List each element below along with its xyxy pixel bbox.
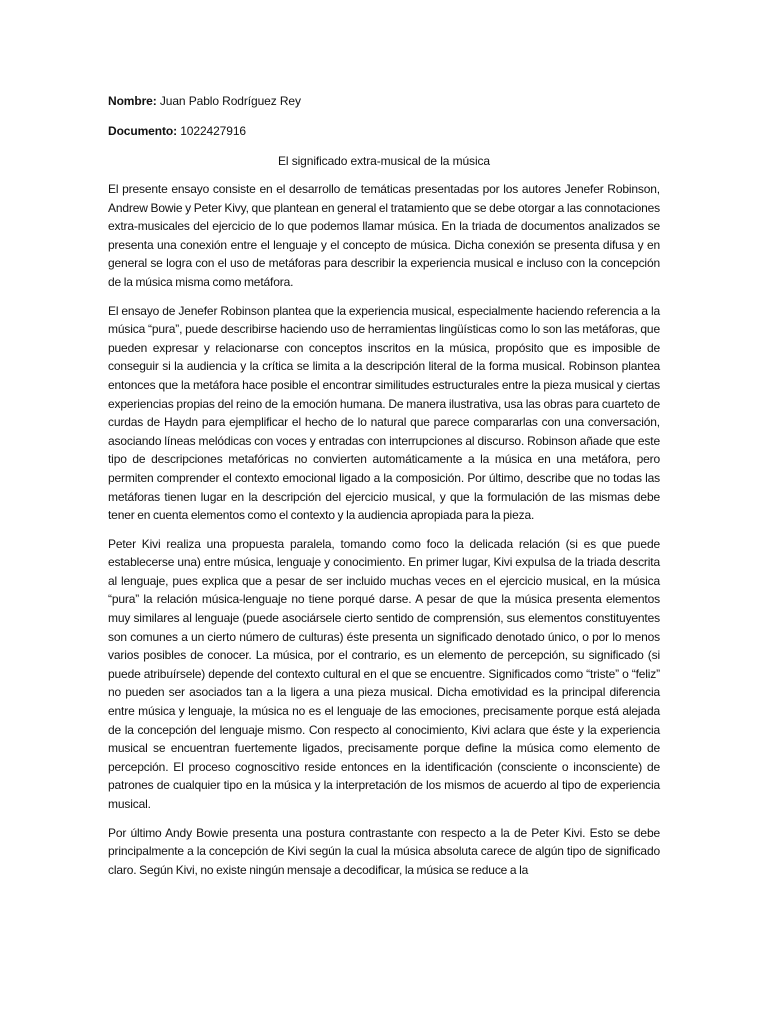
- paragraph-bowie: Por último Andy Bowie presenta una postura contrastante con respecto a la de Peter Kivi. Esto se debe principalmente a la concepción de Kivi según la cual la música absoluta carece de algún tipo de significado claro. Según Kivi, no existe ningún mensaje a decodificar, la música se reduce a la: [108, 825, 660, 877]
- paragraph-robinson: El ensayo de Jenefer Robinson plantea que la experiencia musical, especialmente haciendo referencia a la música “pura”, puede describirse haciendo uso de herramientas lingüísticas como lo son las metáforas, que pueden expresar y relacionarse con conceptos inscritos en la música, propósito que es imposible de conseguir si la audiencia y la crítica se limita a la descripción literal de la forma musical. Robinson plantea entonces que la metáfora hace posible el encontrar similitudes estructurales entre la pieza musical y ciertas experiencias propias del reino de la emoción humana. De manera ilustrativa, usa las obras para cuarteto de curdas de Haydn para ejemplificar el hecho de lo natural que parece compararlas con una conversación, asociando líneas melódicas con voces y entradas con interrupciones al discurso. Robinson añade que este tipo de descripciones metafóricas no convierten automáticamente a la música en una metáfora, pero permiten comprender el contexto emocional ligado a la composición. Por último, describe que no todas las metáforas tienen lugar en la descripción del ejercicio musical, y que la formulación de las mismas debe tener en cuenta elementos como el contexto y la audiencia apropiada para la pieza.: [108, 303, 660, 523]
- paragraph-kivi: Peter Kivi realiza una propuesta paralela, tomando como foco la delicada relación (si es que puede establecerse una) entre música, lenguaje y conocimiento. En primer lugar, Kivi expulsa de la triada descrita al lenguaje, pues explica que a pesar de ser incluido muchas veces en el ejercicio musical, en la música “pura” la relación música-lenguaje no tiene porqué darse. A pesar de que la música presenta elementos muy similares al lenguaje (puede asociársele cierto sentido de comprensión, sus elementos constituyentes son comunes a un cierto número de culturas) éste presenta un significado denotado único, o por lo menos varios posibles de conocer. La música, por el contrario, es un elemento de percepción, su significado (si puede atribuírsele) depende del contexto cultural en el que se encuentre. Significados como “triste” o “feliz” no pueden ser asociados tan a la ligera a una pieza musical. Dicha emotividad es la principal diferencia entre música y lenguaje, la música no es el lenguaje de las emociones, precisamente porque está alejada de la concepción del lenguaje mismo. Con respecto al conocimiento, Kivi aclara que éste y la experiencia musical se encuentran fuertemente ligados, precisamente porque define la música como elemento de percepción. El proceso cognoscitivo reside entonces en la identificación (consciente o inconsciente) de patrones de cualquier tipo en la música y la interpretación de los mismos de acuerdo al tipo de experiencia musical.: [108, 536, 660, 811]
- name-label: Nombre:: [108, 94, 157, 108]
- paragraph-intro: El presente ensayo consiste en el desarrollo de temáticas presentadas por los autores Jenefer Robinson, Andrew Bowie y Peter Kivy, que plantean en general el tratamiento que se debe otorgar a las connotaciones extra-musicales del ejercicio de lo que podemos llamar música. En la triada de documentos analizados se presenta una conexión entre el lenguaje y el concepto de música. Dicha conexión se presenta difusa y en general se logra con el uso de metáforas para describir la experiencia musical e incluso con la concepción de la música misma como metáfora.: [108, 182, 660, 289]
- document-label: Documento:: [108, 124, 177, 138]
- document-id-line: [108, 122, 660, 140]
- document-value: 1022427916: [180, 124, 246, 138]
- essay-title: El significado extra-musical de la música: [278, 154, 490, 168]
- author-line: [108, 92, 660, 110]
- name-value: Juan Pablo Rodríguez Rey: [159, 94, 301, 108]
